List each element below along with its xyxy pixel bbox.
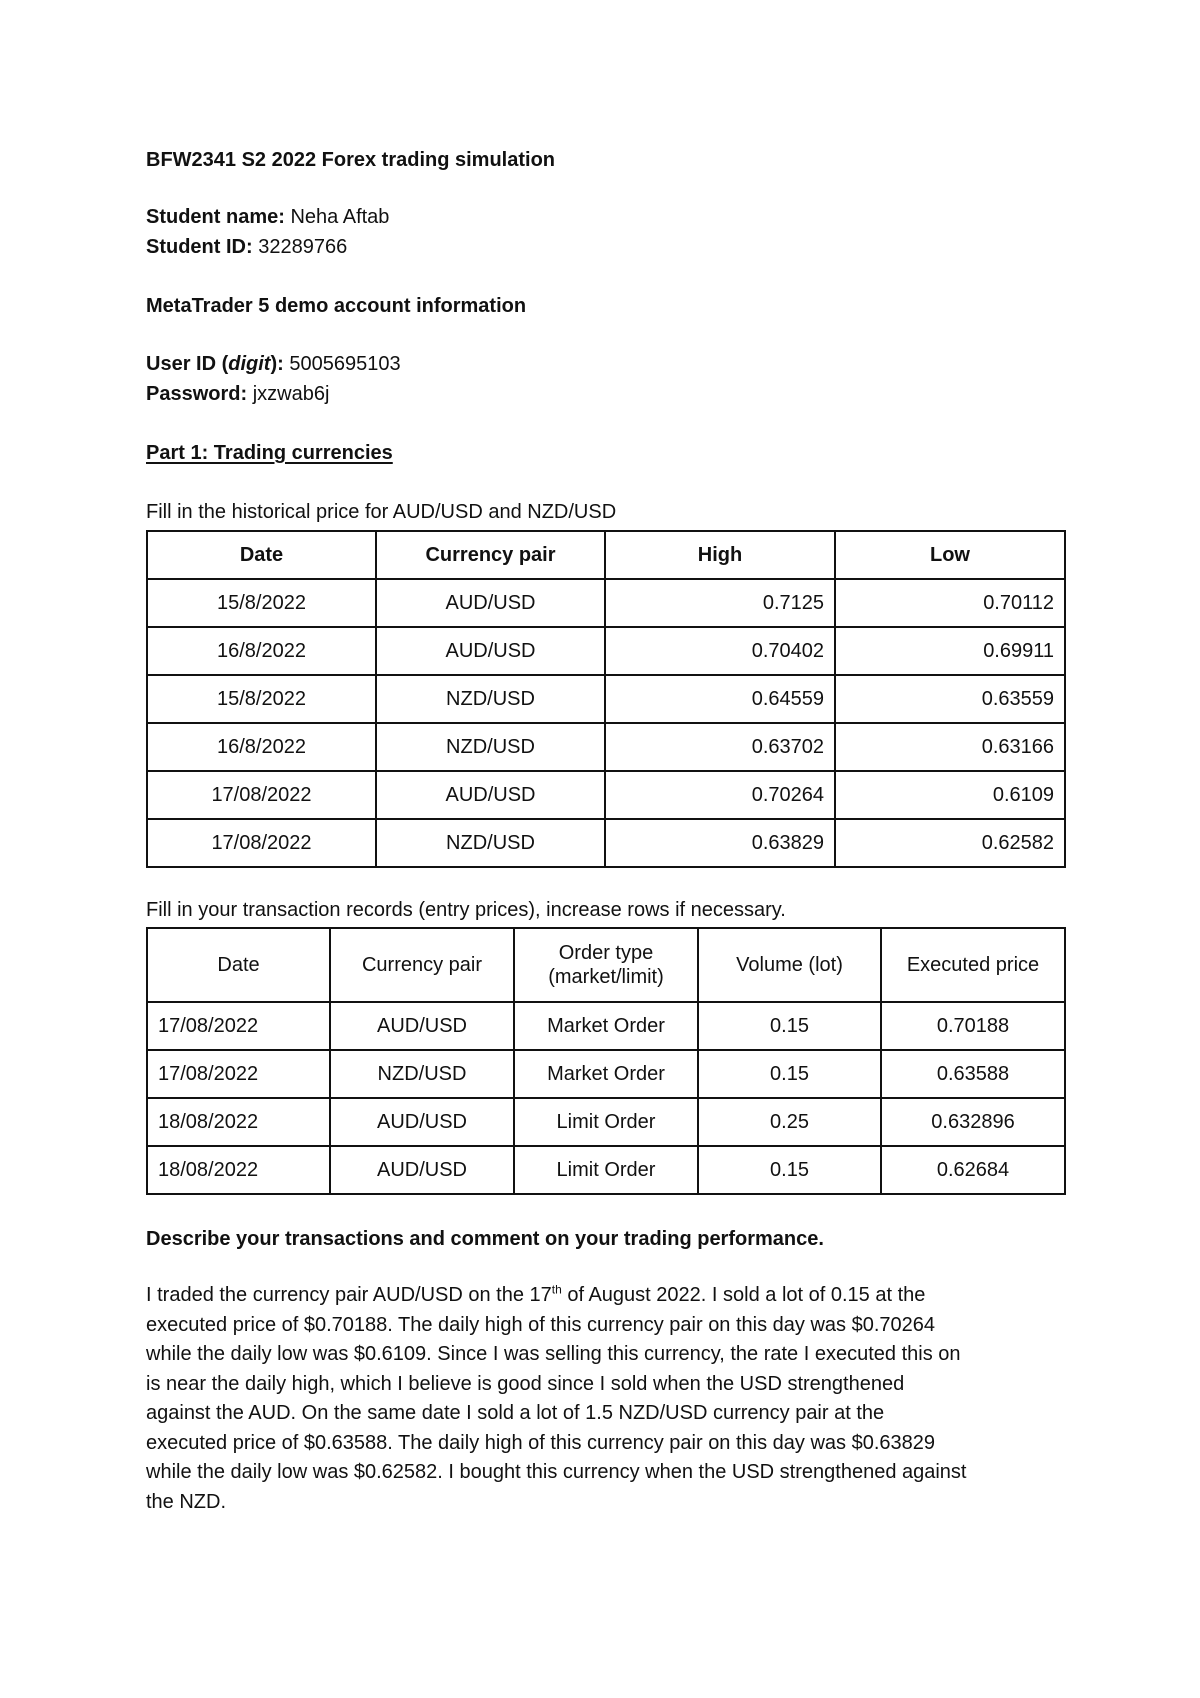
- tx-order-type: Market Order: [514, 1002, 698, 1050]
- tx-date: 17/08/2022: [147, 1002, 330, 1050]
- password-value: jxzwab6j: [247, 383, 330, 405]
- price-header-currency-pair: Currency pair: [376, 531, 605, 579]
- transaction-table-intro: Fill in your transaction records (entry prices), increase rows if necessary.: [146, 899, 786, 921]
- price-date: 16/8/2022: [147, 723, 376, 771]
- student-name-label: Student name:: [146, 206, 285, 228]
- price-header-high: High: [605, 531, 835, 579]
- tx-header-order-type-line1: Order type: [558, 942, 654, 964]
- price-date: 15/8/2022: [147, 675, 376, 723]
- price-date: 17/08/2022: [147, 771, 376, 819]
- price-high: 0.70402: [605, 627, 835, 675]
- price-table-header-row: [147, 531, 1065, 579]
- price-pair: AUD/USD: [376, 771, 605, 819]
- tx-header-date: Date: [147, 928, 330, 1002]
- table-row: [147, 723, 1065, 771]
- table-row: [147, 819, 1065, 867]
- price-pair: NZD/USD: [376, 819, 605, 867]
- price-high: 0.7125: [605, 579, 835, 627]
- paragraph-line: while the daily low was $0.6109. Since I was selling this currency, the rate I executed this on: [146, 1343, 961, 1365]
- tx-pair: AUD/USD: [330, 1098, 514, 1146]
- student-id-value: 32289766: [252, 236, 348, 258]
- user-id-label-c: ):: [270, 353, 284, 375]
- user-id-value: 5005695103: [283, 353, 401, 375]
- student-id-line: [146, 235, 347, 259]
- tx-date: 17/08/2022: [147, 1050, 330, 1098]
- price-low: 0.70112: [835, 579, 1065, 627]
- price-pair: NZD/USD: [376, 723, 605, 771]
- user-id-label-a: User ID (: [146, 353, 229, 375]
- price-low: 0.6109: [835, 771, 1065, 819]
- table-row: [147, 579, 1065, 627]
- table-row: [147, 627, 1065, 675]
- price-low: 0.69911: [835, 627, 1065, 675]
- price-high: 0.63702: [605, 723, 835, 771]
- table-row: [147, 1098, 1065, 1146]
- price-header-low: Low: [835, 531, 1065, 579]
- price-table-intro: Fill in the historical price for AUD/USD and NZD/USD: [146, 501, 617, 523]
- table-row: [147, 1146, 1065, 1194]
- paragraph-line: [146, 1281, 1066, 1311]
- price-pair: AUD/USD: [376, 627, 605, 675]
- tx-executed-price: 0.632896: [881, 1098, 1065, 1146]
- table-row: [147, 1050, 1065, 1098]
- paragraph-line: executed price of $0.63588. The daily high of this currency pair on this day was $0.63829: [146, 1431, 936, 1454]
- describe-heading: Describe your transactions and comment on your trading performance.: [146, 1228, 824, 1250]
- paragraph-line: the NZD.: [146, 1490, 227, 1513]
- tx-header-volume: Volume (lot): [698, 928, 881, 1002]
- price-pair: NZD/USD: [376, 675, 605, 723]
- table-row: [147, 771, 1065, 819]
- student-name-value: Neha Aftab: [284, 206, 390, 228]
- tx-volume: 0.15: [698, 1050, 881, 1098]
- tx-executed-price: 0.63588: [881, 1050, 1065, 1098]
- tx-header-currency-pair: Currency pair: [330, 928, 514, 1002]
- tx-volume: 0.15: [698, 1146, 881, 1194]
- ordinal-suffix: th: [551, 1282, 562, 1297]
- paragraph-line-1b: of August 2022. I sold a lot of 0.15 at the: [561, 1284, 926, 1306]
- password-line: [146, 382, 329, 406]
- price-high: 0.70264: [605, 771, 835, 819]
- tx-date: 18/08/2022: [147, 1098, 330, 1146]
- tx-header-executed-price: Executed price: [881, 928, 1065, 1002]
- transaction-records-table: [146, 927, 1066, 1195]
- transaction-table-header-row: [147, 928, 1065, 1002]
- paragraph-line: is near the daily high, which I believe is good since I sold when the USD strengthened: [146, 1372, 905, 1395]
- paragraph-line: executed price of $0.70188. The daily high of this currency pair on this day was $0.70264: [146, 1313, 936, 1336]
- price-high: 0.63829: [605, 819, 835, 867]
- tx-header-order-type: [514, 928, 698, 1002]
- document-title: BFW2341 S2 2022 Forex trading simulation: [146, 149, 556, 171]
- price-pair: AUD/USD: [376, 579, 605, 627]
- price-low: 0.63166: [835, 723, 1065, 771]
- price-low: 0.63559: [835, 675, 1065, 723]
- tx-pair: NZD/USD: [330, 1050, 514, 1098]
- paragraph-line-1a: I traded the currency pair AUD/USD on the 17: [146, 1284, 552, 1306]
- price-date: 16/8/2022: [147, 627, 376, 675]
- tx-order-type: Limit Order: [514, 1098, 698, 1146]
- tx-pair: AUD/USD: [330, 1146, 514, 1194]
- tx-order-type: Limit Order: [514, 1146, 698, 1194]
- part1-heading: Part 1: Trading currencies: [146, 442, 393, 464]
- price-high: 0.64559: [605, 675, 835, 723]
- describe-paragraph: [146, 1281, 1066, 1517]
- tx-order-type: Market Order: [514, 1050, 698, 1098]
- user-id-label-b: digit: [228, 353, 271, 375]
- tx-executed-price: 0.62684: [881, 1146, 1065, 1194]
- tx-executed-price: 0.70188: [881, 1002, 1065, 1050]
- tx-volume: 0.15: [698, 1002, 881, 1050]
- price-date: 17/08/2022: [147, 819, 376, 867]
- table-row: [147, 1002, 1065, 1050]
- paragraph-line: while the daily low was $0.62582. I bought this currency when the USD strengthened against: [146, 1461, 967, 1483]
- user-id-line: [146, 352, 401, 376]
- paragraph-line: against the AUD. On the same date I sold a lot of 1.5 NZD/USD currency pair at the: [146, 1402, 885, 1424]
- price-low: 0.62582: [835, 819, 1065, 867]
- tx-volume: 0.25: [698, 1098, 881, 1146]
- password-label: Password:: [146, 383, 248, 405]
- student-name-line: [146, 205, 389, 229]
- price-header-date: Date: [147, 531, 376, 579]
- tx-header-order-type-line2: (market/limit): [548, 966, 664, 988]
- student-id-label: Student ID:: [146, 236, 253, 258]
- account-heading: MetaTrader 5 demo account information: [146, 295, 527, 317]
- historical-price-table: [146, 530, 1066, 868]
- tx-date: 18/08/2022: [147, 1146, 330, 1194]
- price-date: 15/8/2022: [147, 579, 376, 627]
- table-row: [147, 675, 1065, 723]
- tx-pair: AUD/USD: [330, 1002, 514, 1050]
